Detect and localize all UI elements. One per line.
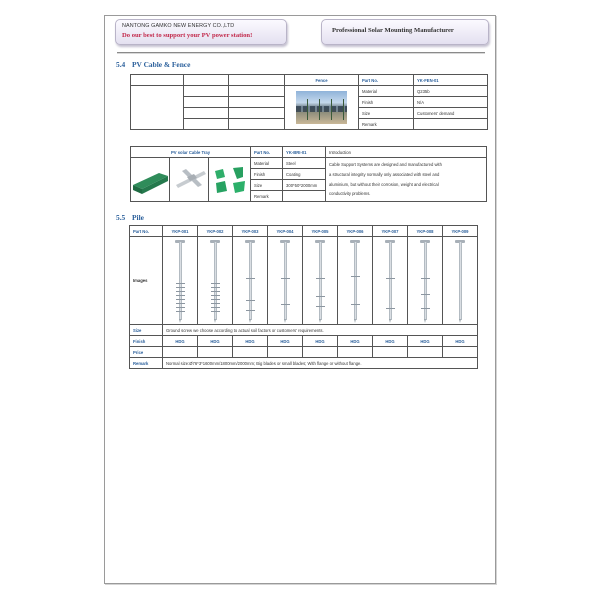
ground-screw-pile-image (338, 238, 372, 324)
pile-finish-value: HDG (408, 336, 443, 347)
header-tagline-box (321, 19, 489, 45)
pile-part-number: YKP-001 (163, 226, 198, 237)
pile-label-remark: Remark (130, 358, 163, 369)
empty-cell (131, 86, 184, 130)
pile-finish-value: HDG (233, 336, 268, 347)
cable-tray-cross-image (170, 161, 209, 197)
ground-screw-pile-image (303, 238, 337, 324)
ground-screw-pile-image (163, 238, 197, 324)
pile-price-value (198, 347, 233, 358)
pile-part-number: YKP-004 (268, 226, 303, 237)
pile-label-partno: Part No. (130, 226, 163, 237)
pile-price-value (338, 347, 373, 358)
tray-image-cell-3 (209, 158, 251, 202)
tray-label-finish: Finish (251, 169, 283, 180)
empty-cell (229, 86, 285, 97)
intro-heading: Introduction (326, 147, 487, 158)
company-slogan: Do our best to support your PV power station! (122, 32, 253, 39)
pile-label-images: Images (130, 237, 163, 325)
pile-finish-value: HDG (443, 336, 478, 347)
tray-label-material: Material (251, 158, 283, 169)
pile-finish-value: HDG (303, 336, 338, 347)
pile-part-number: YKP-008 (408, 226, 443, 237)
pile-part-number: YKP-003 (233, 226, 268, 237)
fence-value-material: Q235b (414, 86, 488, 97)
tray-value-partno: YK-BRI-01 (283, 147, 326, 158)
pile-part-number: YKP-006 (338, 226, 373, 237)
pile-size-text: Ground screw we choose according to actual soil factors or customers' requirements. (163, 325, 478, 336)
empty-cell (229, 119, 285, 130)
empty-cell (184, 108, 229, 119)
fence-value-partno: YK-FEN-01 (414, 75, 488, 86)
pile-image-cell (268, 237, 303, 325)
section-heading-cable-fence (116, 60, 190, 69)
fence-table (130, 74, 488, 130)
section-title: Pile (132, 213, 144, 222)
company-tagline: Professional Solar Mounting Manufacturer (332, 27, 454, 34)
fence-photo (296, 91, 347, 124)
pile-table (129, 225, 478, 369)
tray-value-size: 300*50*2000mm (283, 180, 326, 191)
pile-price-value (303, 347, 338, 358)
cable-tray-title: PV solar Cable Tray (131, 147, 251, 158)
pile-price-value (443, 347, 478, 358)
empty-cell (184, 75, 229, 86)
fence-label-partno: Part No. (359, 75, 414, 86)
empty-cell (229, 75, 285, 86)
pile-price-value (163, 347, 198, 358)
fence-label-size: Size (359, 108, 414, 119)
pile-label-finish: Finish (130, 336, 163, 347)
pile-price-value (408, 347, 443, 358)
document-page (104, 15, 496, 584)
pile-label-price: Price (130, 347, 163, 358)
empty-cell (184, 86, 229, 97)
tray-label-remark: Remark (251, 191, 283, 202)
fence-value-finish: N/A (414, 97, 488, 108)
pile-image-cell (408, 237, 443, 325)
pile-image-cell (373, 237, 408, 325)
pile-part-number: YKP-005 (303, 226, 338, 237)
tray-value-finish: Coating (283, 169, 326, 180)
pile-part-number: YKP-007 (373, 226, 408, 237)
empty-cell (184, 97, 229, 108)
empty-cell (229, 108, 285, 119)
fence-value-remark (414, 119, 488, 130)
pile-price-value (233, 347, 268, 358)
pile-price-value (373, 347, 408, 358)
pile-part-number: YKP-002 (198, 226, 233, 237)
pile-price-value (268, 347, 303, 358)
ground-screw-pile-image (373, 238, 407, 324)
cable-tray-trough-image (131, 161, 170, 197)
ground-screw-pile-image (268, 238, 302, 324)
empty-cell (131, 75, 184, 86)
pile-label-size: Size (130, 325, 163, 336)
pile-remark-text: Normal size:Ø76*3*1600mm/1800mm/2000mm; Big blades or small blades; With flange or without flange. (163, 358, 478, 369)
ground-screw-pile-image (408, 238, 442, 324)
fence-value-size: Customers' demand (414, 108, 488, 119)
section-number: 5.4 (116, 60, 126, 69)
header-company-box (115, 19, 287, 45)
pile-finish-value: HDG (198, 336, 233, 347)
pile-finish-value: HDG (373, 336, 408, 347)
pile-finish-value: HDG (338, 336, 373, 347)
cable-tray-fittings-image (209, 161, 251, 197)
intro-line: Cable Support Systems are designed and manufactured with (329, 162, 442, 168)
company-name: NANTONG GAMKO NEW ENERGY CO.,LTD (122, 23, 235, 29)
pile-part-number: YKP-009 (443, 226, 478, 237)
tray-label-size: Size (251, 180, 283, 191)
pile-image-cell (198, 237, 233, 325)
intro-line: a structural integrity normally only associated with steel and (329, 171, 440, 177)
ground-screw-pile-image (233, 238, 267, 324)
pile-finish-value: HDG (163, 336, 198, 347)
empty-cell (229, 97, 285, 108)
tray-value-material: Steel (283, 158, 326, 169)
pile-image-cell (443, 237, 478, 325)
section-title: PV Cable & Fence (132, 60, 191, 69)
tray-value-remark (283, 191, 326, 202)
pile-image-cell (163, 237, 198, 325)
intro-line: conductivity problems. (329, 191, 371, 197)
fence-image-cell (285, 86, 359, 130)
pile-image-cell (233, 237, 268, 325)
cable-tray-table (130, 146, 487, 202)
tray-label-partno: Part No. (251, 147, 283, 158)
fence-label-remark: Remark (359, 119, 414, 130)
tray-image-cell-2 (170, 158, 209, 202)
empty-cell (184, 119, 229, 130)
intro-text-cell (326, 158, 487, 202)
pile-image-cell (303, 237, 338, 325)
header-divider (117, 52, 485, 53)
section-number: 5.5 (116, 213, 126, 222)
section-heading-pile (116, 213, 144, 222)
fence-label-material: Material (359, 86, 414, 97)
tray-image-cell-1 (131, 158, 170, 202)
ground-screw-pile-image (198, 238, 232, 324)
intro-line: aluminium, but without their corrosion, weight and electrical (329, 181, 439, 187)
fence-label-finish: Finish (359, 97, 414, 108)
pile-finish-value: HDG (268, 336, 303, 347)
ground-screw-pile-image (443, 238, 477, 324)
fence-title: Fence (285, 75, 359, 86)
pile-image-cell (338, 237, 373, 325)
